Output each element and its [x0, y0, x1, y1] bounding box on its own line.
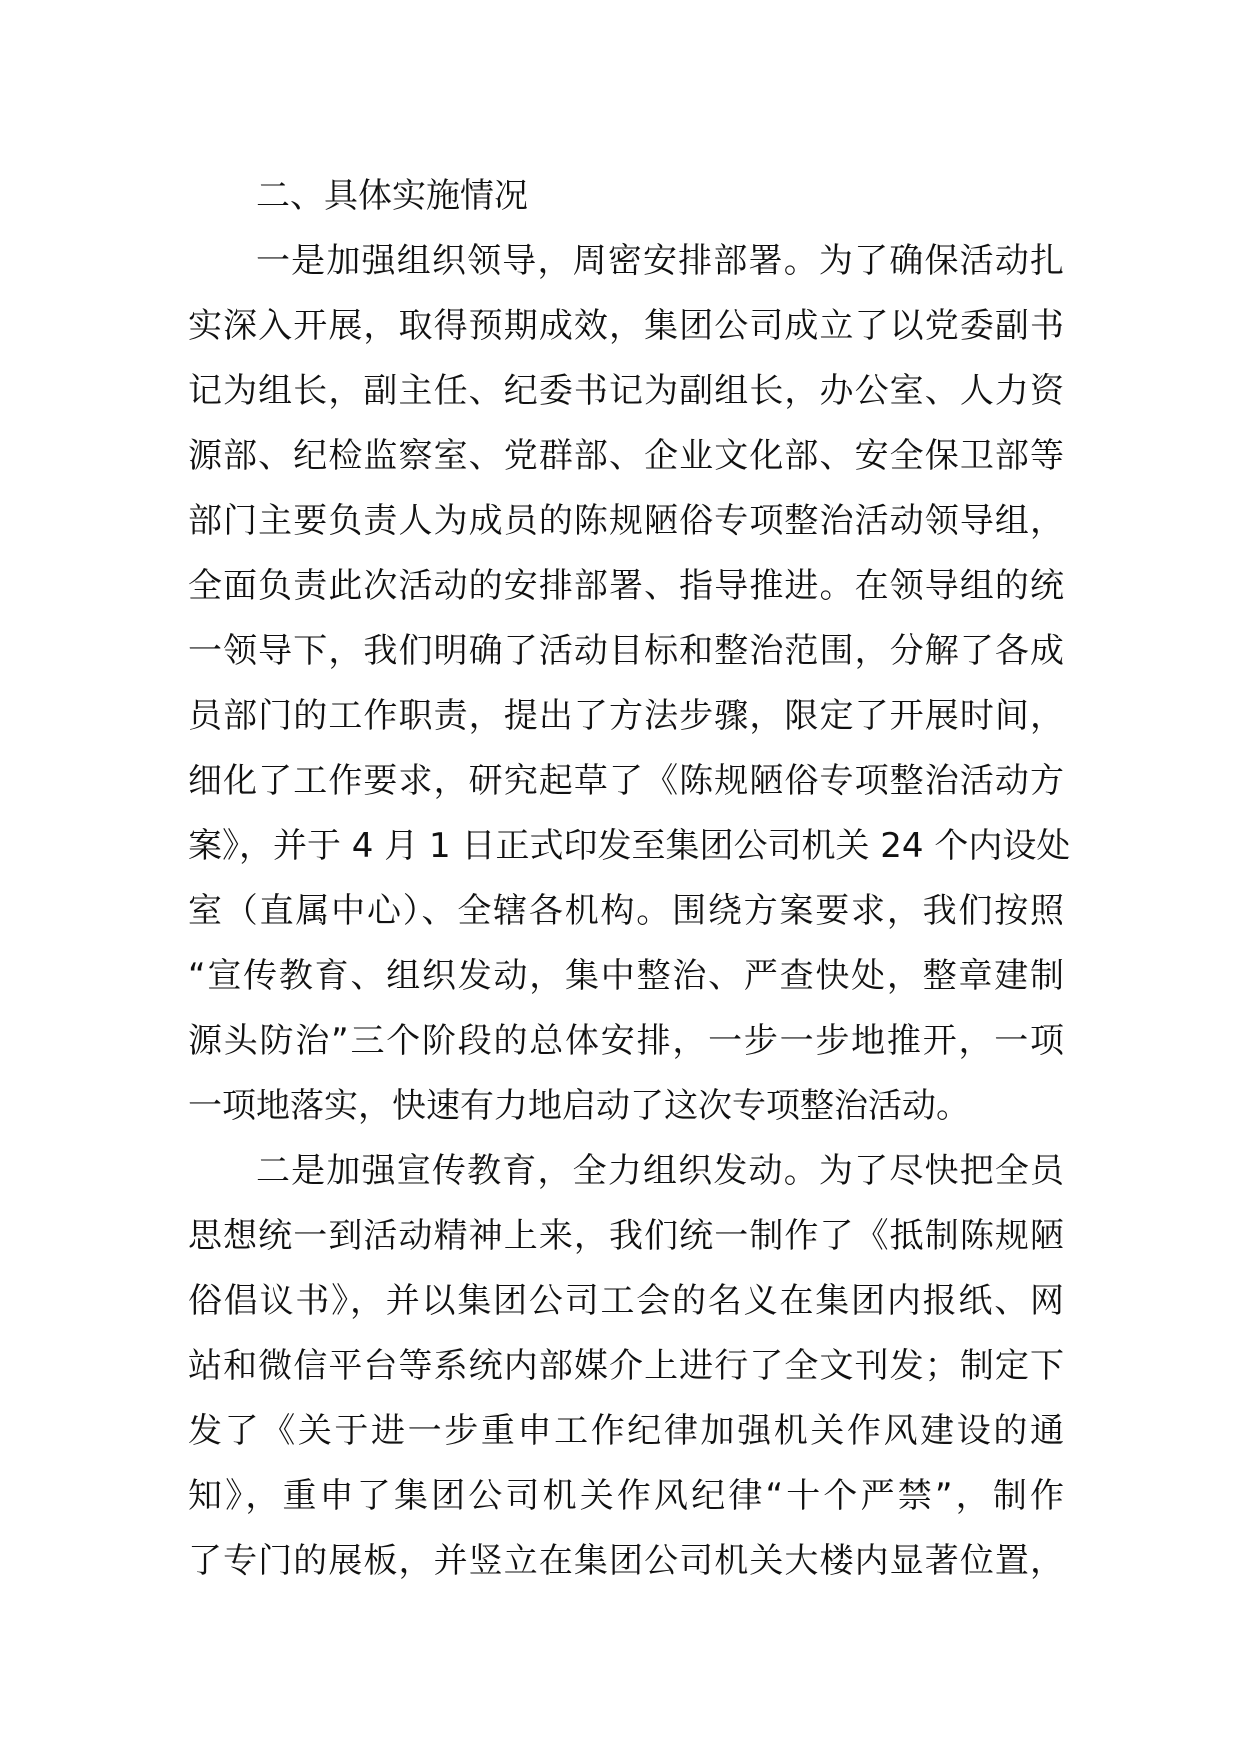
text-line: 全面负责此次活动的安排部署、指导推进。在领导组的统: [188, 566, 1064, 606]
paragraph-1: [188, 229, 1071, 1139]
text-line: 知》，重申了集团公司机关作风纪律“十个严禁”，制作: [188, 1476, 1064, 1516]
text-line: 实深入开展，取得预期成效，集团公司成立了以党委副书: [188, 306, 1064, 346]
text-line: 发了《关于进一步重申工作纪律加强机关作风建设的通: [188, 1411, 1064, 1451]
document-body: [188, 164, 1071, 1594]
text-line: 思想统一到活动精神上来，我们统一制作了《抵制陈规陋: [188, 1216, 1064, 1256]
text-line: 一领导下，我们明确了活动目标和整治范围，分解了各成: [188, 631, 1064, 671]
paragraph-2: [188, 1139, 1064, 1594]
text-line: 站和微信平台等系统内部媒介上进行了全文刊发；制定下: [188, 1346, 1064, 1386]
section-heading: 二、具体实施情况: [256, 176, 528, 216]
text-line: 记为组长，副主任、纪委书记为副组长，办公室、人力资: [188, 371, 1064, 411]
text-line: 了专门的展板，并竖立在集团公司机关大楼内显著位置，: [188, 1541, 1064, 1581]
text-line: 一是加强组织领导，周密安排部署。为了确保活动扎: [256, 241, 1064, 281]
text-line: 二是加强宣传教育，全力组织发动。为了尽快把全员: [256, 1151, 1064, 1191]
text-line: 俗倡议书》，并以集团公司工会的名义在集团内报纸、网: [188, 1281, 1064, 1321]
text-line: 案》，并于 4 月 1 日正式印发至集团公司机关 24 个内设处: [188, 826, 1071, 866]
text-line: “宣传教育、组织发动，集中整治、严查快处，整章建制: [188, 956, 1064, 996]
text-line: 源头防治”三个阶段的总体安排，一步一步地推开，一项: [188, 1021, 1064, 1061]
text-line: 室（直属中心）、全辖各机构。围绕方案要求，我们按照: [188, 891, 1064, 931]
text-line: 一项地落实，快速有力地启动了这次专项整治活动。: [188, 1086, 970, 1126]
text-line: 员部门的工作职责，提出了方法步骤，限定了开展时间，: [188, 696, 1064, 736]
text-line: 部门主要负责人为成员的陈规陋俗专项整治活动领导组，: [188, 501, 1064, 541]
text-line: 源部、纪检监察室、党群部、企业文化部、安全保卫部等: [188, 436, 1064, 476]
text-line: 细化了工作要求，研究起草了《陈规陋俗专项整治活动方: [188, 761, 1064, 801]
